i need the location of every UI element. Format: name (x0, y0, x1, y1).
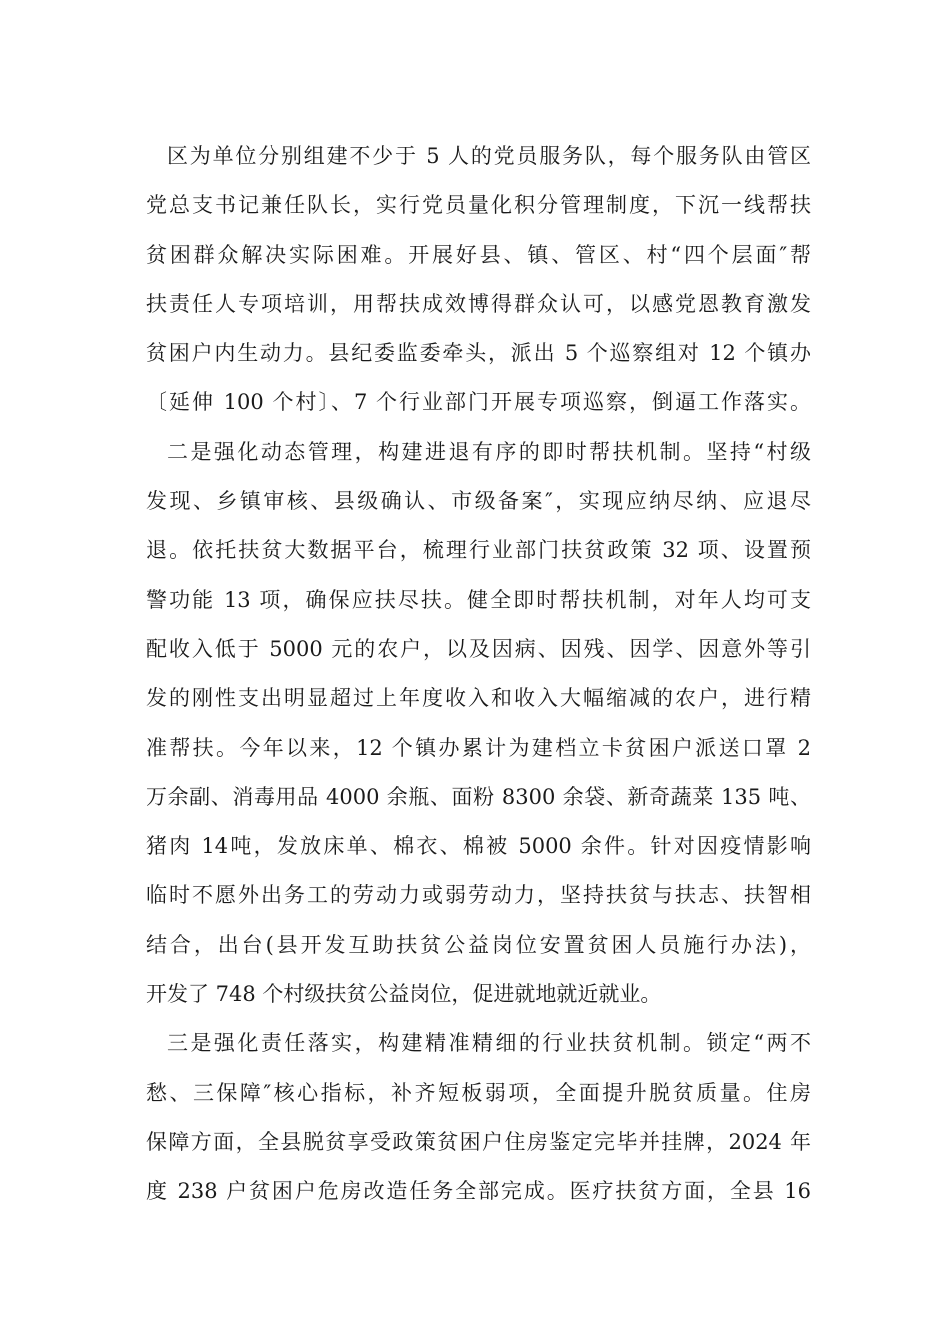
text-line-1: 区为单位分别组建不少于 5 人的党员服务队，每个服务队由管区 (167, 144, 811, 168)
text-line-16: 临时不愿外出务工的劳动力或弱劳动力，坚持扶贫与扶志、扶智相 (146, 883, 811, 908)
text-line-13: 准帮扶。今年以来，12 个镇办累计为建档立卡贫困户派送口罩 2 (146, 735, 811, 760)
text-line-4: 扶责任人专项培训，用帮扶成效博得群众认可，以感党恩教育激发 (146, 291, 811, 316)
text-line-19: 三是强化责任落实，构建精准精细的行业扶贫机制。锁定“两不 (167, 1031, 811, 1056)
text-line-11: 配收入低于 5000 元的农户，以及因病、因残、因学、因意外等引 (146, 636, 811, 661)
text-line-6: 〔延伸 100 个村〕、7 个行业部门开展专项巡察，倒逼工作落实。 (146, 390, 811, 415)
text-line-3: 贫困群众解决实际困难。开展好县、镇、管区、村“四个层面″帮 (146, 242, 811, 267)
text-line-22: 度 238 户贫困户危房改造任务全部完成。医疗扶贫方面，全县 16 (146, 1179, 811, 1204)
text-line-20: 愁、三保障″核心指标，补齐短板弱项，全面提升脱贫质量。住房 (146, 1080, 811, 1105)
text-line-17: 结合，出台(县开发互助扶贫公益岗位安置贫困人员施行办法)， (146, 932, 811, 957)
text-line-7: 二是强化动态管理，构建进退有序的即时帮扶机制。坚持“村级 (167, 439, 811, 464)
text-line-10: 警功能 13 项，确保应扶尽扶。健全即时帮扶机制，对年人均可支 (146, 587, 811, 612)
text-line-14: 万余副、消毒用品 4000 余瓶、面粉 8300 余袋、新奇蔬菜 135 吨、 (146, 784, 811, 809)
text-line-21: 保障方面，全县脱贫享受政策贫困户住房鉴定完毕并挂牌，2024 年 (146, 1129, 811, 1154)
document-body (146, 132, 811, 1217)
text-line-9: 退。依托扶贫大数据平台，梳理行业部门扶贫政策 32 项、设置预 (146, 538, 811, 563)
text-line-2: 党总支书记兼任队长，实行党员量化积分管理制度，下沉一线帮扶 (146, 193, 811, 218)
text-line-18: 开发了 748 个村级扶贫公益岗位，促进就地就近就业。 (146, 982, 662, 1007)
text-line-5: 贫困户内生动力。县纪委监委牵头，派出 5 个巡察组对 12 个镇办 (146, 341, 811, 366)
text-line-12: 发的刚性支出明显超过上年度收入和收入大幅缩减的农户，进行精 (146, 686, 811, 711)
text-line-15: 猪肉 14吨，发放床单、棉衣、棉被 5000 余件。针对因疫情影响 (146, 834, 811, 859)
text-line-8: 发现、乡镇审核、县级确认、市级备案″，实现应纳尽纳、应退尽 (146, 489, 811, 514)
